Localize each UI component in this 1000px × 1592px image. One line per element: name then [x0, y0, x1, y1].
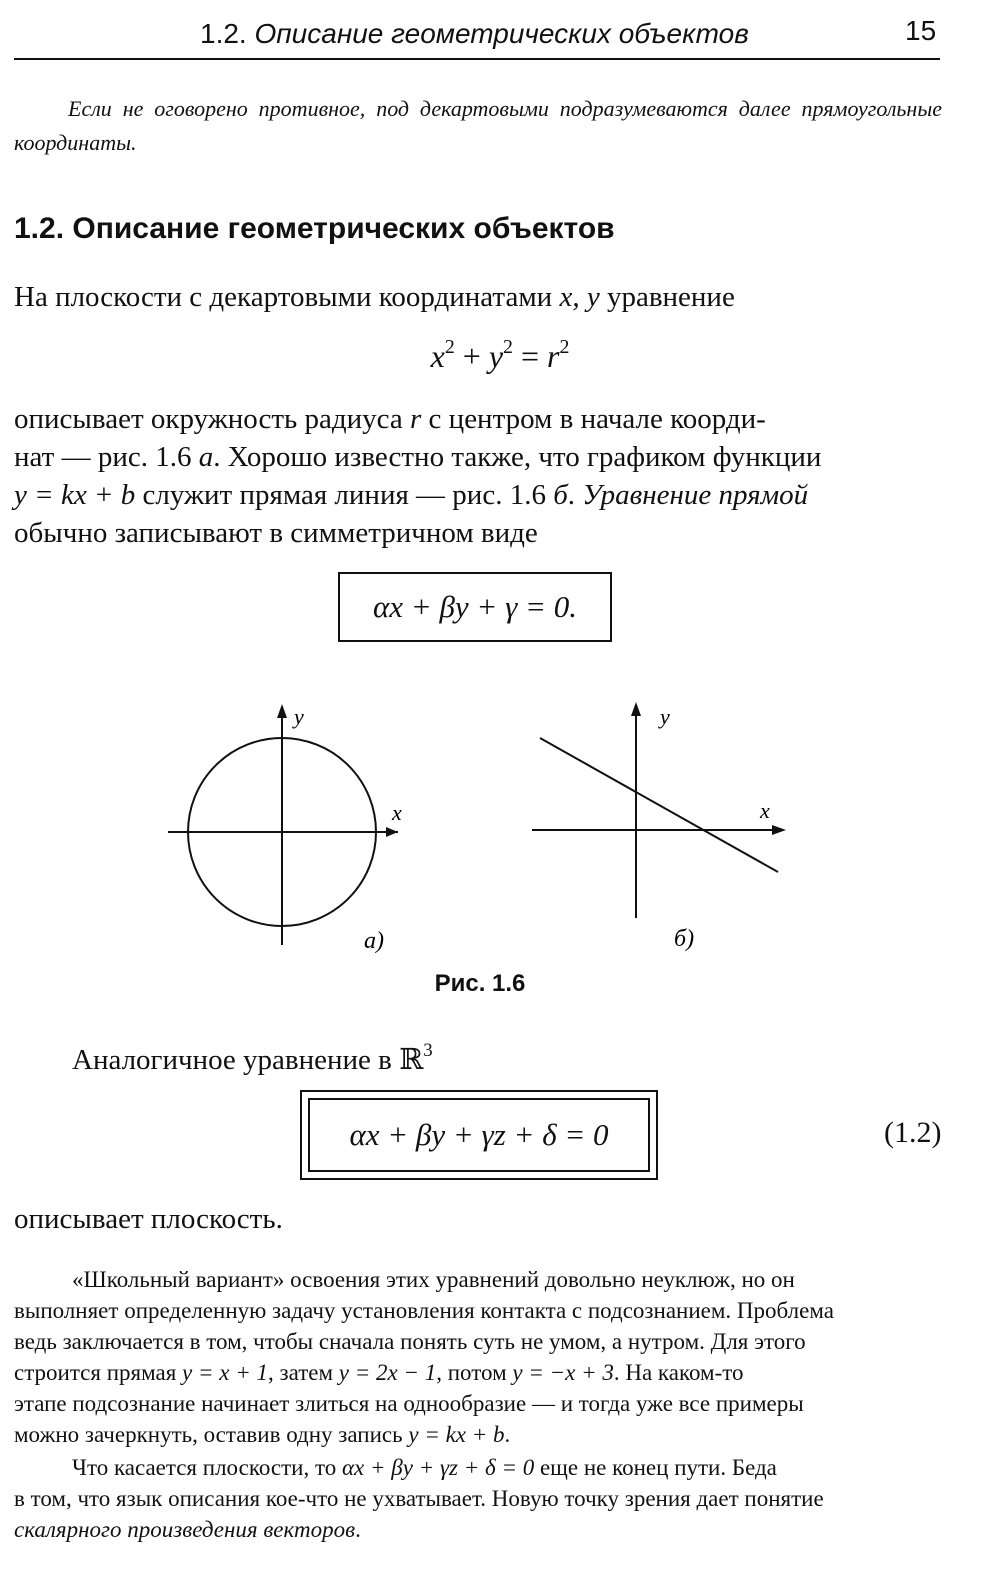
space-symbol: ℝ [399, 1044, 424, 1077]
paragraph-text: . [567, 479, 583, 511]
running-header [200, 18, 749, 50]
eq-exponent: 2 [444, 336, 455, 358]
paragraph-plane: описывает плоскость. [14, 1203, 283, 1235]
inline-equation: y = −x + 3 [512, 1360, 614, 1385]
x-axis-label: x [760, 798, 770, 823]
eq-exponent: 2 [559, 336, 570, 358]
figure-ref-b: б [553, 479, 568, 511]
eq-var: r [546, 337, 560, 374]
x-axis-label: x [392, 800, 402, 825]
boxed-line-equation: αx + βy + γ = 0. [338, 572, 612, 642]
line-equation: y = kx + b [14, 479, 136, 511]
coordinate-vars: x, y [559, 281, 600, 313]
small-paragraph-school [14, 1264, 946, 1450]
paragraph-text: Что касается плоскости, то [72, 1455, 342, 1480]
paragraph-text: можно зачеркнуть, оставив одну запись [14, 1422, 409, 1447]
figure-ref-a: а [198, 441, 214, 473]
header-section-title: Описание геометрических объектов [254, 18, 749, 49]
radius-var: r [410, 403, 422, 435]
equation-number: (1.2) [884, 1116, 942, 1149]
figure-1-6 [0, 690, 1000, 960]
paragraph-text: , потом [436, 1360, 513, 1385]
boxed-plane-equation: αx + βy + γz + δ = 0 [308, 1098, 650, 1172]
paragraph-r3 [72, 1032, 872, 1079]
figure-panel-a [168, 704, 402, 954]
page-number: 15 [905, 15, 937, 46]
paragraph-text: уравнение [599, 281, 735, 313]
space-exponent: 3 [423, 1040, 433, 1061]
paragraph-text: нат — рис. 1.6 [14, 441, 199, 473]
x-axis-arrow-icon [386, 827, 398, 837]
eq-var: y [488, 337, 504, 374]
paragraph-text: , затем [268, 1360, 339, 1385]
inline-equation: y = kx + b [408, 1422, 505, 1447]
paragraph-text: описывает окружность радиуса [14, 403, 410, 435]
small-paragraph-plane [14, 1452, 946, 1545]
straight-line [540, 738, 778, 872]
y-axis-label: y [294, 704, 304, 729]
paragraph-text: обычно записывают в симметричном виде [14, 517, 538, 549]
paragraph-text: Аналогичное уравнение в [72, 1044, 400, 1077]
inline-equation: y = x + 1 [182, 1360, 269, 1385]
y-axis-arrow-icon [277, 704, 287, 718]
emphasis-text: Уравнение прямой [582, 479, 809, 511]
paragraph-text: служит прямая линия — рис. 1.6 [135, 479, 554, 511]
header-divider [14, 58, 940, 60]
eq-var: x [430, 337, 445, 374]
figure-panel-b [532, 702, 786, 952]
paragraph-text: ведь заключается в том, чтобы сначала понять суть не умом, а нутром. Для этого [14, 1329, 806, 1354]
paragraph-text: еще не конец пути. Беда [534, 1455, 777, 1480]
paragraph-circle-line [14, 400, 942, 552]
paragraph-text: этапе подсознание начинает злиться на однообразие — и тогда уже все примеры [14, 1391, 804, 1416]
x-axis-arrow-icon [772, 825, 786, 835]
section-heading: 1.2. Описание геометрических объектов [14, 212, 615, 245]
panel-label-a: а) [364, 928, 384, 954]
paragraph-text: выполняет определенную задачу установления контакта с подсознанием. Проблема [14, 1298, 834, 1323]
circle-equation: $x^2 + y^2 = r^2$ [430, 336, 570, 374]
inline-equation: αx + βy + γz + δ = 0 [341, 1455, 535, 1480]
y-axis-arrow-icon [631, 702, 641, 716]
italic-note: Если не оговорено противное, под декартовыми подразумеваются далее прямоугольные координаты. [14, 96, 942, 155]
figure-caption: Рис. 1.6 [434, 970, 526, 997]
paragraph-text: в том, что язык описания кое-что не ухватывает. Новую точку зрения дает понятие [14, 1486, 824, 1511]
inline-equation: y = 2x − 1 [338, 1360, 437, 1385]
eq-exponent: 2 [503, 336, 513, 358]
paragraph-text: . На каком-то [613, 1360, 744, 1385]
paragraph-text: . [504, 1422, 511, 1447]
panel-label-b: б) [674, 926, 695, 952]
y-axis-label: y [660, 704, 670, 729]
paragraph-text: строится прямая [14, 1360, 183, 1385]
paragraph-text: На плоскости с декартовыми координатами [14, 281, 560, 313]
paragraph-text: с центром в начале коорди- [421, 403, 766, 435]
paragraph-text: . [355, 1517, 361, 1542]
paragraph-text: «Школьный вариант» освоения этих уравнений довольно неуклюж, но он [72, 1267, 795, 1292]
paragraph-text: . Хорошо известно также, что графиком функции [213, 441, 822, 473]
paragraph-intro [14, 278, 942, 316]
header-section-number: 1.2. [200, 18, 247, 49]
emphasis-text: скалярного произведения векторов [14, 1517, 356, 1542]
